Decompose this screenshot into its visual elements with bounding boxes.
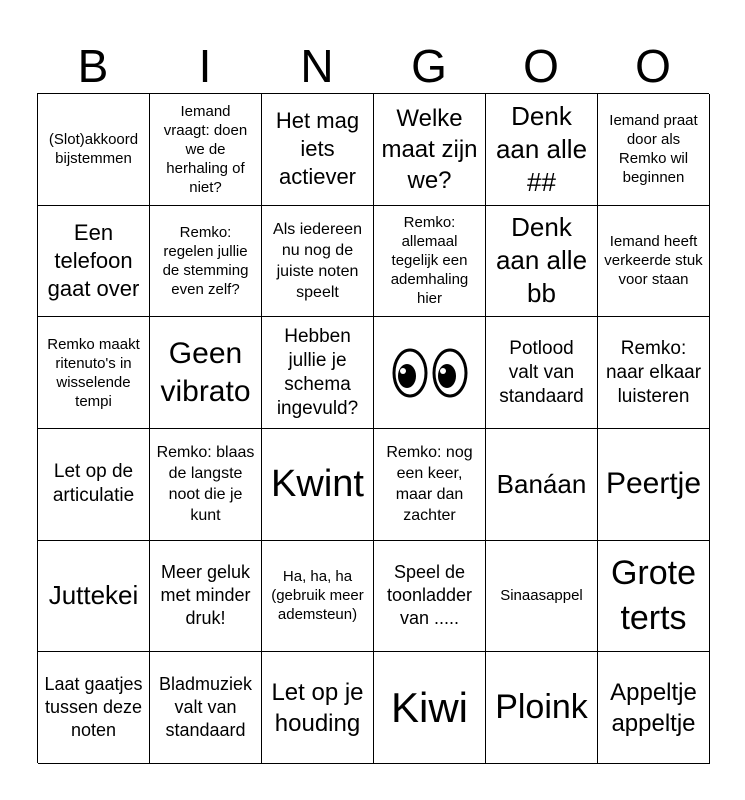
cell-text: Ploink xyxy=(495,688,588,727)
bingo-cell[interactable] xyxy=(150,206,262,318)
cell-text: Let op de articulatie xyxy=(52,461,135,507)
cell-text: Welke maat zijn we? xyxy=(381,104,478,194)
cell-text: Speel de toonladder van ..... xyxy=(386,562,473,629)
cell-text: Juttekei xyxy=(48,580,139,611)
bingo-cell[interactable] xyxy=(38,317,150,429)
bingo-cell[interactable] xyxy=(598,652,710,764)
bingo-cell[interactable] xyxy=(38,206,150,318)
header-letter-n: N xyxy=(300,40,334,92)
cell-text: Remko: allemaal tegelijk een ademhaling hier xyxy=(390,214,469,308)
cell-text: Sinaasappel xyxy=(500,587,583,605)
cell-text: Potlood valt van standaard xyxy=(499,337,584,407)
bingo-cell-free[interactable] xyxy=(374,317,486,429)
cell-text: Appeltje appeltje xyxy=(610,678,697,737)
bingo-cell[interactable] xyxy=(374,429,486,541)
header-letter-i: I xyxy=(198,40,212,92)
cell-text: Het mag iets actiever xyxy=(275,108,360,190)
cell-text: Iemand vraagt: doen we de herhaling of niet? xyxy=(163,102,248,196)
cell-text: Ha, ha, ha (gebruik meer ademsteun) xyxy=(271,568,364,624)
cell-text: (Slot)akkoord bijstemmen xyxy=(48,131,139,168)
header-letter-o: O xyxy=(523,40,559,92)
bingo-cell[interactable] xyxy=(598,317,710,429)
bingo-cell[interactable] xyxy=(262,206,374,318)
bingo-cell[interactable] xyxy=(374,206,486,318)
bingo-cell[interactable] xyxy=(262,94,374,206)
cell-text: Als iedereen nu nog de juiste noten speelt xyxy=(273,220,362,301)
header-letter-b: B xyxy=(77,40,109,92)
cell-text: Remko: blaas de langste noot die je kunt xyxy=(156,444,255,525)
cell-text: Banáan xyxy=(496,468,587,499)
bingo-cell[interactable] xyxy=(486,541,598,653)
bingo-cell[interactable] xyxy=(38,94,150,206)
bingo-header xyxy=(37,38,709,94)
bingo-cell[interactable] xyxy=(486,429,598,541)
bingo-cell[interactable] xyxy=(486,94,598,206)
cell-text: Meer geluk met minder druk! xyxy=(160,562,251,629)
bingo-cell[interactable] xyxy=(486,652,598,764)
bingo-cell[interactable] xyxy=(38,652,150,764)
left-eye-icon xyxy=(392,348,428,398)
cell-text: Remko: regelen jullie de stemming even zelf? xyxy=(162,223,249,298)
bingo-cell[interactable] xyxy=(598,94,710,206)
cell-text: Remko maakt ritenuto's in wisselende tempi xyxy=(47,335,140,410)
cell-text: Kiwi xyxy=(390,683,468,731)
bingo-cell[interactable] xyxy=(150,317,262,429)
bingo-cell[interactable] xyxy=(598,206,710,318)
cell-text: Grote terts xyxy=(610,553,697,637)
cell-text: Geen vibrato xyxy=(160,336,251,408)
eyes-icon xyxy=(392,348,468,398)
cell-text: Denk aan alle ## xyxy=(495,100,588,197)
bingo-cell[interactable] xyxy=(262,652,374,764)
cell-text: Remko: naar elkaar luisteren xyxy=(605,337,702,407)
bingo-cell[interactable] xyxy=(598,429,710,541)
bingo-cell[interactable] xyxy=(262,317,374,429)
bingo-cell[interactable] xyxy=(150,541,262,653)
right-eye-icon xyxy=(432,348,468,398)
bingo-grid xyxy=(37,93,709,763)
cell-text: Let op je houding xyxy=(271,678,364,737)
cell-text: Hebben jullie je schema ingevuld? xyxy=(276,325,359,419)
bingo-cell[interactable] xyxy=(374,94,486,206)
cell-text: Kwint xyxy=(271,463,364,506)
cell-text: Laat gaatjes tussen deze noten xyxy=(44,674,143,741)
cell-text: Iemand praat door als Remko wil beginnen xyxy=(609,112,698,187)
header-letter-g: G xyxy=(411,40,447,92)
bingo-cell[interactable] xyxy=(262,541,374,653)
bingo-cell[interactable] xyxy=(486,206,598,318)
bingo-cell[interactable] xyxy=(374,541,486,653)
bingo-cell[interactable] xyxy=(38,541,150,653)
bingo-cell[interactable] xyxy=(598,541,710,653)
cell-text: Een telefoon gaat over xyxy=(47,219,140,301)
cell-text: Peertje xyxy=(605,467,702,501)
cell-text: Denk aan alle bb xyxy=(495,212,588,309)
cell-text: Bladmuziek valt van standaard xyxy=(158,674,253,741)
cell-text: Remko: nog een keer, maar dan zachter xyxy=(386,444,473,525)
header-letter-o-2: O xyxy=(635,40,671,92)
bingo-cell[interactable] xyxy=(150,652,262,764)
bingo-cell[interactable] xyxy=(262,429,374,541)
bingo-cell[interactable] xyxy=(150,429,262,541)
cell-text: Iemand heeft verkeerde stuk voor staan xyxy=(604,233,703,289)
bingo-cell[interactable] xyxy=(486,317,598,429)
bingo-cell[interactable] xyxy=(374,652,486,764)
bingo-cell[interactable] xyxy=(38,429,150,541)
bingo-cell[interactable] xyxy=(150,94,262,206)
